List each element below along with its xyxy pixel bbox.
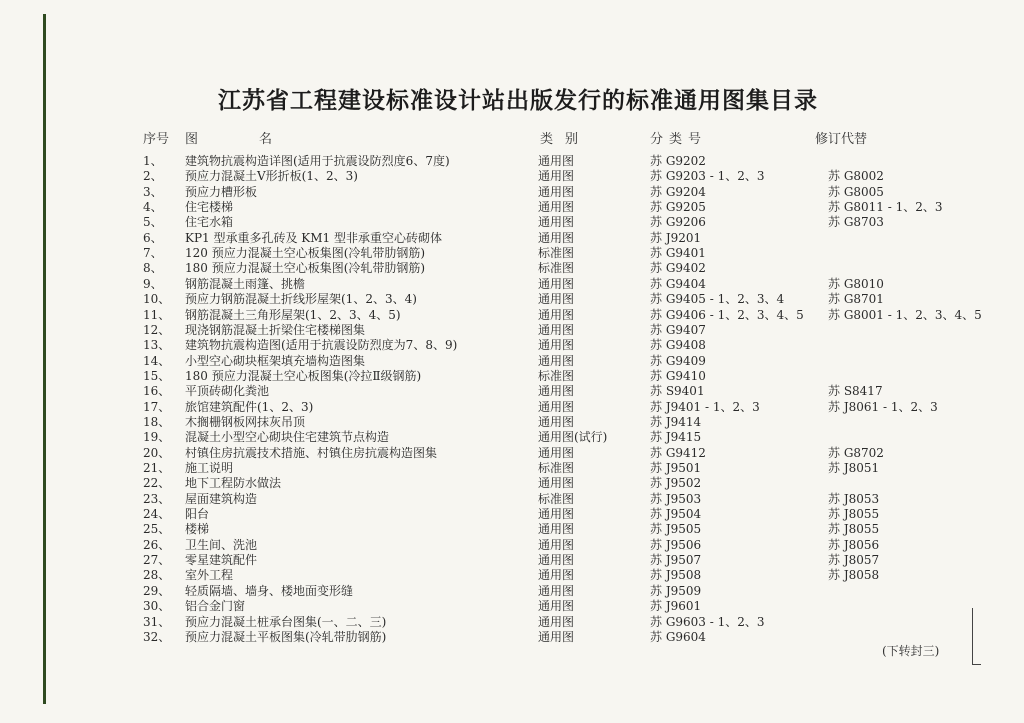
row-code: 苏 J9501: [650, 461, 702, 475]
table-row: [0, 614, 1000, 630]
row-number: 23、: [143, 491, 171, 506]
row-type: 通用图: [538, 568, 575, 583]
row-number: 14、: [143, 353, 171, 368]
row-type: 通用图: [538, 215, 575, 230]
row-type: 通用图: [538, 307, 575, 322]
row-type: 通用图: [538, 292, 575, 307]
row-type: 通用图: [538, 599, 575, 614]
table-row: [0, 491, 1000, 507]
row-name: 平顶砖砌化粪池: [185, 384, 270, 399]
page-title: 江苏省工程建设标准设计站出版发行的标准通用图集目录: [218, 88, 818, 114]
row-name: 地下工程防水做法: [185, 476, 282, 491]
row-type: 通用图: [538, 353, 575, 368]
table-row: [0, 475, 1000, 491]
header-name-char2: 名: [259, 132, 273, 147]
row-name: 阳台: [185, 507, 210, 522]
row-type: 标准图: [538, 246, 575, 261]
row-type: 标准图: [538, 261, 575, 276]
row-code: 苏 G9203 - 1、2、3: [650, 169, 765, 184]
table-row: [0, 521, 1000, 537]
table-row: [0, 153, 1000, 169]
row-code: 苏 G9401: [650, 246, 706, 261]
row-name: 180 预应力混凝土空心板图集(冷拉Ⅱ级钢筋): [185, 368, 422, 383]
table-row: [0, 506, 1000, 522]
row-name: 预应力钢筋混凝土折线形屋架(1、2、3、4): [185, 292, 417, 307]
row-type: 通用图: [538, 154, 575, 168]
row-code: 苏 G9402: [650, 261, 706, 276]
row-number: 8、: [143, 261, 163, 276]
table-row: [0, 276, 1000, 292]
row-revision: 苏 G8010: [828, 276, 884, 291]
row-code: 苏 J9504: [650, 507, 702, 522]
table-row: [0, 291, 1000, 307]
row-name: 村镇住房抗震技术措施、村镇住房抗震构造图集: [185, 445, 438, 460]
table-row: [0, 199, 1000, 215]
row-code: 苏 G9408: [650, 338, 706, 353]
row-revision: 苏 J8058: [828, 568, 880, 583]
row-number: 7、: [143, 246, 163, 261]
row-number: 31、: [143, 614, 171, 629]
row-name: 预应力混凝土V形折板(1、2、3): [185, 169, 358, 184]
row-number: 16、: [143, 384, 171, 399]
row-number: 32、: [143, 629, 171, 644]
row-number: 6、: [143, 230, 163, 245]
row-code: 苏 J9502: [650, 476, 702, 491]
table-row: [0, 383, 1000, 399]
table-row: [0, 445, 1000, 461]
table-row: [0, 184, 1000, 200]
row-name: 木搁栅钢板网抹灰吊顶: [185, 414, 306, 429]
row-number: 19、: [143, 430, 171, 445]
row-name: 住宅水箱: [185, 215, 234, 230]
row-code: 苏 J9414: [650, 414, 702, 429]
table-row: [0, 414, 1000, 430]
row-number: 20、: [143, 445, 171, 460]
table-row: [0, 629, 1000, 645]
row-name: 室外工程: [185, 568, 234, 583]
row-type: 通用图: [538, 583, 575, 598]
header-type-char1: 类: [540, 132, 554, 147]
row-number: 12、: [143, 322, 171, 337]
row-code: 苏 J9508: [650, 568, 702, 583]
row-number: 30、: [143, 599, 171, 614]
row-type: 通用图: [538, 537, 575, 552]
row-revision: 苏 G8005: [828, 184, 884, 199]
row-code: 苏 G9202: [650, 154, 706, 168]
header-revision: 修订代替: [815, 132, 868, 147]
row-revision: 苏 G8702: [828, 445, 884, 460]
row-revision: 苏 G8001 - 1、2、3、4、5: [828, 307, 982, 322]
row-name: 轻质隔墙、墙身、楼地面变形缝: [185, 583, 354, 598]
row-code: 苏 G9206: [650, 215, 706, 230]
row-type: 通用图: [538, 184, 575, 199]
table-row: [0, 337, 1000, 353]
row-code: 苏 J9509: [650, 583, 702, 598]
row-name: 铝合金门窗: [185, 599, 246, 614]
row-type: 通用图: [538, 200, 575, 215]
row-name: 建筑物抗震构造详图(适用于抗震设防烈度6、7度): [185, 154, 450, 168]
row-number: 4、: [143, 200, 163, 215]
row-revision: 苏 J8055: [828, 522, 880, 537]
row-number: 21、: [143, 461, 171, 475]
row-code: 苏 J9507: [650, 553, 702, 568]
table-row: [0, 353, 1000, 369]
row-type: 通用图: [538, 399, 575, 414]
table-row: [0, 399, 1000, 415]
continued-note: (下转封三): [882, 644, 940, 658]
row-type: 通用图: [538, 629, 575, 644]
row-name: 预应力槽形板: [185, 184, 258, 199]
row-type: 通用图: [538, 169, 575, 184]
row-code: 苏 G9409: [650, 353, 706, 368]
row-name: 现浇钢筋混凝土折梁住宅楼梯图集: [185, 322, 366, 337]
row-number: 9、: [143, 276, 163, 291]
row-code: 苏 J9506: [650, 537, 702, 552]
table-row: [0, 307, 1000, 323]
row-revision: 苏 G8011 - 1、2、3: [828, 200, 943, 215]
table-row: [0, 429, 1000, 445]
row-revision: 苏 J8056: [828, 537, 880, 552]
row-name: 楼梯: [185, 522, 210, 537]
row-code: 苏 G9603 - 1、2、3: [650, 614, 765, 629]
row-code: 苏 J9401 - 1、2、3: [650, 399, 760, 414]
row-number: 28、: [143, 568, 171, 583]
row-revision: 苏 G8701: [828, 292, 884, 307]
header-code: 分类号: [650, 132, 708, 147]
row-number: 25、: [143, 522, 171, 537]
row-name: 建筑物抗震构造图(适用于抗震设防烈度为7、8、9): [185, 338, 458, 353]
row-number: 11、: [143, 307, 171, 322]
row-number: 17、: [143, 399, 171, 414]
row-code: 苏 G9205: [650, 200, 706, 215]
row-type: 通用图: [538, 276, 575, 291]
header-number: 序号: [143, 132, 170, 147]
row-type: 标准图: [538, 491, 575, 506]
table-row: [0, 460, 1000, 476]
row-name: 屋面建筑构造: [185, 491, 258, 506]
row-name: 住宅楼梯: [185, 200, 234, 215]
row-revision: 苏 J8051: [828, 461, 880, 475]
row-name: 小型空心砌块框架填充墙构造图集: [185, 353, 366, 368]
row-revision: 苏 J8061 - 1、2、3: [828, 399, 938, 414]
row-number: 22、: [143, 476, 171, 491]
table-row: [0, 260, 1000, 276]
row-code: 苏 J9601: [650, 599, 702, 614]
table-row: [0, 230, 1000, 246]
row-code: 苏 J9503: [650, 491, 702, 506]
row-code: 苏 G9407: [650, 322, 706, 337]
row-type: 通用图: [538, 507, 575, 522]
table-row: [0, 567, 1000, 583]
table-row: [0, 368, 1000, 384]
row-name: 预应力混凝土平板图集(冷轧带肋钢筋): [185, 629, 387, 644]
row-type: 通用图: [538, 614, 575, 629]
row-number: 2、: [143, 169, 163, 184]
row-name: 钢筋混凝土雨篷、挑檐: [185, 276, 306, 291]
row-number: 5、: [143, 215, 163, 230]
row-code: 苏 G9204: [650, 184, 706, 199]
table-row: [0, 583, 1000, 599]
table-row: [0, 214, 1000, 230]
header-name-char1: 图: [185, 132, 199, 147]
row-name: 卫生间、洗池: [185, 537, 258, 552]
row-code: 苏 G9405 - 1、2、3、4: [650, 292, 785, 307]
row-type: 通用图(试行): [538, 430, 608, 445]
row-number: 13、: [143, 338, 171, 353]
row-number: 24、: [143, 507, 171, 522]
row-revision: 苏 J8053: [828, 491, 880, 506]
row-revision: 苏 S8417: [828, 384, 883, 399]
row-name: KP1 型承重多孔砖及 KM1 型非承重空心砖砌体: [185, 230, 443, 245]
row-number: 1、: [143, 154, 163, 168]
row-code: 苏 G9604: [650, 629, 706, 644]
row-name: 施工说明: [185, 461, 234, 475]
table-row: [0, 245, 1000, 261]
row-type: 通用图: [538, 476, 575, 491]
row-name: 预应力混凝土桩承台图集(一、二、三): [185, 614, 387, 629]
header-type-char2: 别: [565, 132, 579, 147]
row-name: 旅馆建筑配件(1、2、3): [185, 399, 314, 414]
row-type: 标准图: [538, 461, 575, 475]
row-code: 苏 J9201: [650, 230, 702, 245]
row-name: 钢筋混凝土三角形屋架(1、2、3、4、5): [185, 307, 401, 322]
row-type: 通用图: [538, 384, 575, 399]
row-code: 苏 J9415: [650, 430, 702, 445]
row-code: 苏 G9410: [650, 368, 706, 383]
row-type: 通用图: [538, 445, 575, 460]
row-number: 26、: [143, 537, 171, 552]
row-type: 通用图: [538, 553, 575, 568]
row-revision: 苏 G8703: [828, 215, 884, 230]
row-code: 苏 S9401: [650, 384, 705, 399]
table-row: [0, 598, 1000, 614]
row-revision: 苏 J8057: [828, 553, 880, 568]
row-revision: 苏 G8002: [828, 169, 884, 184]
row-number: 3、: [143, 184, 163, 199]
row-name: 混凝土小型空心砌块住宅建筑节点构造: [185, 430, 390, 445]
row-type: 通用图: [538, 322, 575, 337]
row-number: 18、: [143, 414, 171, 429]
row-code: 苏 G9412: [650, 445, 706, 460]
table-row: [0, 537, 1000, 553]
row-type: 通用图: [538, 230, 575, 245]
row-type: 通用图: [538, 522, 575, 537]
table-row: [0, 552, 1000, 568]
row-number: 15、: [143, 368, 171, 383]
table-row: [0, 322, 1000, 338]
row-name: 180 预应力混凝土空心板集图(冷轧带肋钢筋): [185, 261, 426, 276]
row-number: 10、: [143, 292, 171, 307]
row-type: 标准图: [538, 368, 575, 383]
row-revision: 苏 J8055: [828, 507, 880, 522]
row-code: 苏 G9406 - 1、2、3、4、5: [650, 307, 804, 322]
row-code: 苏 J9505: [650, 522, 702, 537]
row-code: 苏 G9404: [650, 276, 706, 291]
table-row: [0, 168, 1000, 184]
row-number: 27、: [143, 553, 171, 568]
row-name: 零星建筑配件: [185, 553, 258, 568]
row-number: 29、: [143, 583, 171, 598]
row-name: 120 预应力混凝土空心板集图(冷轧带肋钢筋): [185, 246, 426, 261]
row-type: 通用图: [538, 338, 575, 353]
row-type: 通用图: [538, 414, 575, 429]
